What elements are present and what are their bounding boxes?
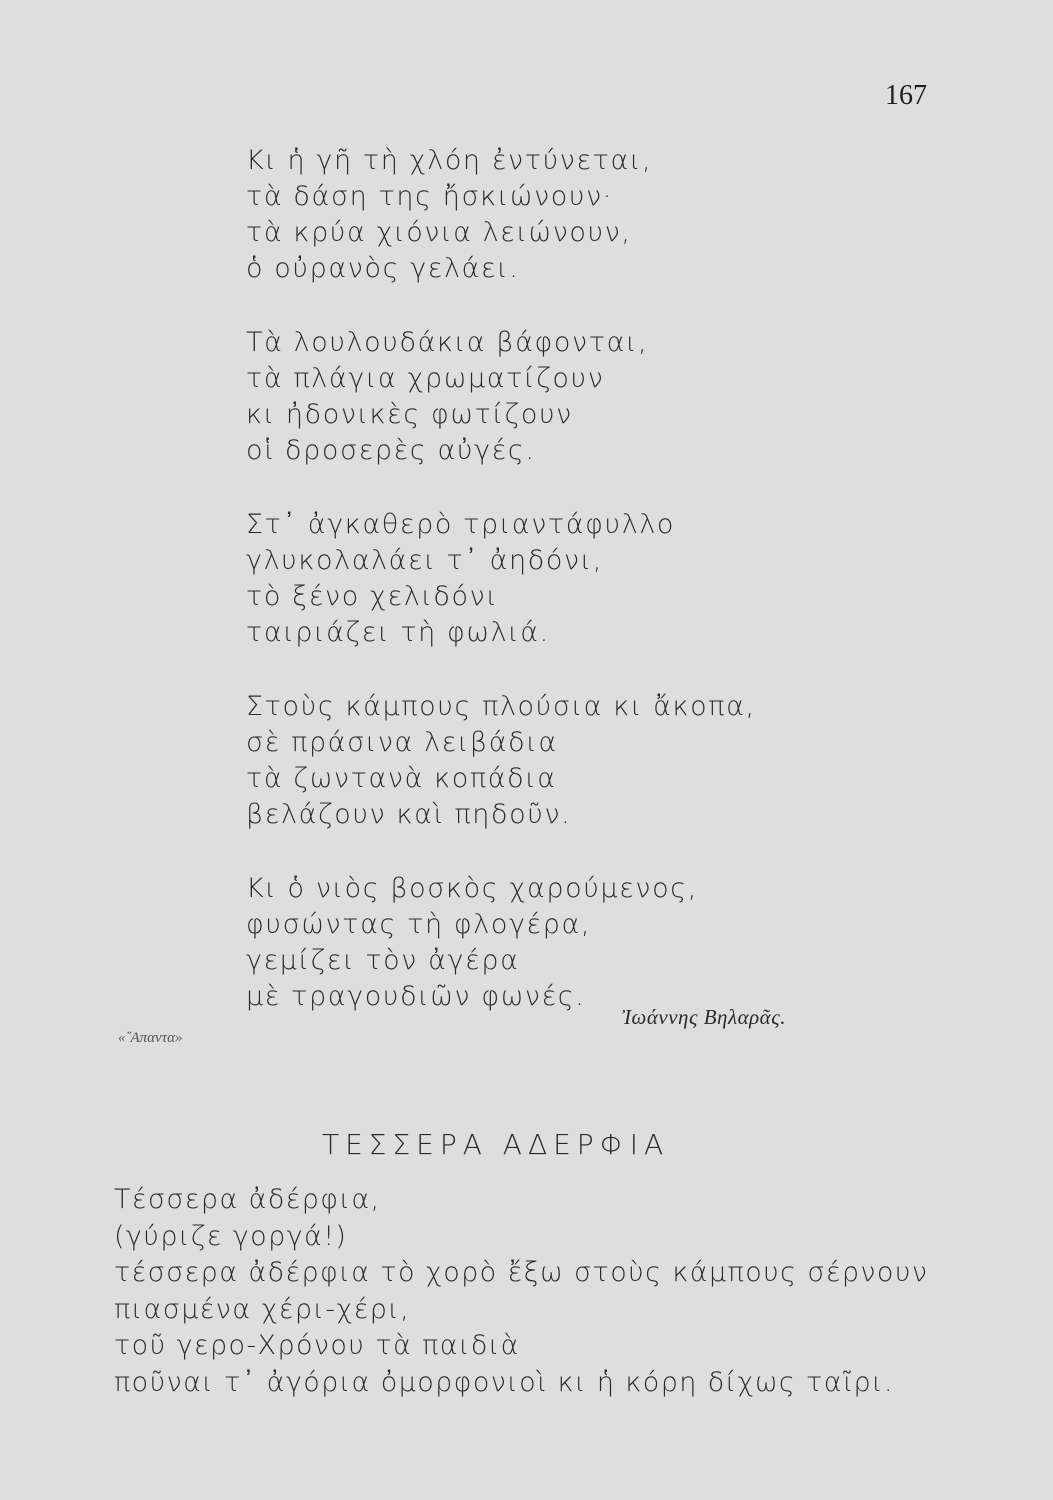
poem-line: Στ᾽ ἀγκαθερὸ τριαντάφυλλο	[246, 509, 676, 540]
poem-line: Κι ὁ νιὸς βοσκὸς χαρούμενος,	[246, 873, 698, 904]
poem-line: Στοὺς κάμπους πλούσια κι ἄκοπα,	[246, 691, 756, 722]
stanza-5	[246, 871, 756, 1015]
poem-line: τὰ κρύα χιόνια λειώνουν,	[246, 217, 632, 248]
poem-spring	[246, 143, 756, 1053]
poem-line: σὲ πράσινα λειβάδια	[246, 727, 558, 758]
poem-line: Τὰ λουλουδάκια βάφονται,	[246, 327, 649, 358]
poem-line: τοῦ γερο-Χρόνου τὰ παιδιὰ	[114, 1330, 520, 1361]
poem-line: κι ἠδονικὲς φωτίζουν	[246, 399, 573, 430]
poem-line: τὰ πλάγια χρωματίζουν	[246, 363, 605, 394]
poem-line: γλυκολαλάει τ᾽ ἀηδόνι,	[246, 545, 603, 576]
page-number: 167	[885, 80, 927, 111]
poem-line: τὸ ξένο χελιδόνι	[246, 581, 499, 612]
poem-line: Τέσσερα ἀδέρφια,	[114, 1184, 381, 1215]
poem-line: τὰ ζωντανὰ κοπάδια	[246, 763, 557, 794]
poem-title: ΤΕΣΣΕΡΑ ΑΔΕΡΦΙΑ	[322, 1128, 670, 1161]
stanza-1	[246, 143, 756, 287]
author-signature: Ἰωάννης Βηλαρᾶς.	[622, 1005, 786, 1029]
poem-line: Κι ἡ γῆ τὴ χλόη ἐντύνεται,	[246, 145, 653, 176]
poem-line: πιασμένα χέρι-χέρι,	[114, 1293, 411, 1325]
poem-line: ταιριάζει τὴ φωλιά.	[246, 617, 550, 648]
stanza-2	[246, 325, 756, 469]
source-citation: «῎Απαντα»	[118, 1030, 183, 1046]
stanza-3	[246, 507, 756, 651]
stanza-4	[246, 689, 756, 833]
poem-line: γεμίζει τὸν ἀγέρα	[246, 945, 520, 976]
poem-line: ὁ οὐρανὸς γελάει.	[246, 253, 520, 284]
poem-line: βελάζουν καὶ πηδοῦν.	[246, 799, 572, 830]
poem-line: τέσσερα ἀδέρφια τὸ χορὸ ἔξω στοὺς κάμπους σέρνουν	[114, 1257, 929, 1288]
poem-line: (γύριζε γοργά!)	[114, 1220, 348, 1252]
poem-line: οἱ δροσερὲς αὐγές.	[246, 435, 536, 466]
poem-line: μὲ τραγουδιῶν φωνές.	[246, 981, 586, 1012]
poem-four-siblings	[114, 1182, 928, 1401]
poem-line: τὰ δάση της ἤσκιώνουν·	[246, 181, 613, 212]
poem-line: φυσώντας τὴ φλογέρα,	[246, 909, 592, 940]
poem-line: ποῦναι τ᾽ ἀγόρια ὀμορφονιοὶ κι ἡ κόρη δίχως ταῖρι.	[114, 1366, 894, 1398]
